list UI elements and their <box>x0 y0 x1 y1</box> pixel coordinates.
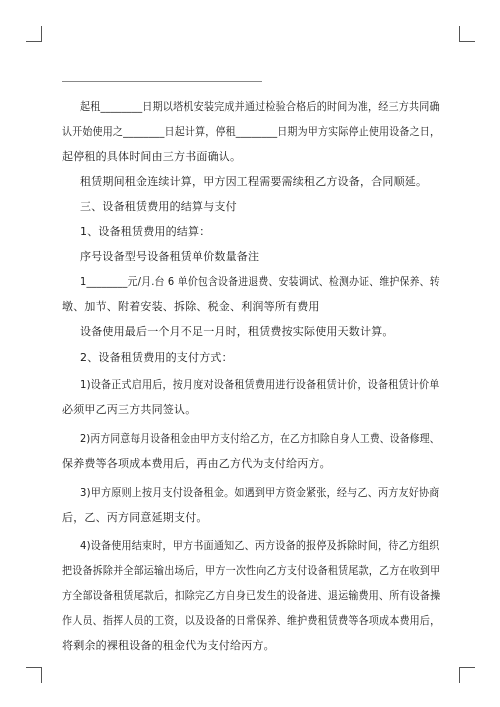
paragraph-rental-start: 起租________日期以塔机安装完成并通过检验合格后的时间为准，经三方共同确 <box>80 100 440 113</box>
paragraph-last-month: 设备使用最后一个月不足一月时，租赁费按实际使用天数计算。 <box>80 325 394 338</box>
table-header-line: 序号设备型号设备租赁单价数量备注 <box>80 250 260 263</box>
subheading-payment: 2、设备租赁费用的支付方式： <box>80 351 233 364</box>
crop-mark-top-right-v <box>459 26 460 42</box>
subheading-settlement: 1、设备租赁费用的结算： <box>80 225 211 238</box>
crop-mark-bottom-left-v <box>41 667 42 683</box>
table-row-1: 1________元/月.台 6 单价包含设备进退费、安装调试、检测办证、维护保养、转 <box>80 275 440 288</box>
payment-item-4-line5: 将剩余的裸租设备的租金代为支付给丙方。 <box>62 639 275 652</box>
payment-item-1-line2: 必须甲乙丙三方共同签认。 <box>62 403 197 416</box>
payment-item-4: 4)设备使用结束时，甲方书面通知乙、丙方设备的报停及拆除时间，待乙方组织 <box>80 539 440 552</box>
section-heading-settlement: 三、设备租赁费用的结算与支付 <box>80 200 237 213</box>
crop-mark-bottom-right-h <box>459 667 475 668</box>
crop-mark-top-right-h <box>459 41 475 42</box>
payment-item-3-line2: 后，乙、丙方同意延期支付。 <box>62 511 208 524</box>
paragraph-rental-start-line3: 起停租的具体时间由三方书面确认。 <box>62 150 242 163</box>
payment-item-4-line3: 方全部设备租赁尾款后，扣除完乙方自身已发生的设备进、退运输费用、所有设备操 <box>62 589 441 602</box>
crop-mark-top-left-v <box>41 26 42 42</box>
crop-mark-bottom-left-h <box>26 667 42 668</box>
crop-mark-top-left-h <box>26 41 42 42</box>
paragraph-rental-start-line2: 认开始使用之________日起计算，停租________日期为甲方实际停止使用设备之日， <box>62 125 441 138</box>
crop-mark-bottom-right-v <box>459 667 460 683</box>
paragraph-continuous-billing: 租赁期间租金连续计算，甲方因工程需要需续租乙方设备，合同顺延。 <box>80 175 428 188</box>
payment-item-2-line2: 保养费等各项成本费用后，再由乙方代为支付给丙方。 <box>62 457 331 470</box>
payment-item-3: 3)甲方原则上按月支付设备租金。如遇到甲方资金紧张，经与乙、丙方友好协商 <box>80 486 440 499</box>
payment-item-4-line4: 作人员、指挥人员的工资，以及设备的日常保养、维护费租赁费等各项成本费用后， <box>62 614 441 627</box>
header-rule <box>62 81 262 82</box>
payment-item-4-line2: 把设备拆除并全部运输出场后，甲方一次性向乙方支付设备租赁尾款，乙方在收到甲 <box>62 564 441 577</box>
payment-item-1: 1)设备正式启用后，按月度对设备租赁费用进行设备租赁计价，设备租赁计价单 <box>80 378 440 391</box>
payment-item-2: 2)丙方同意每月设备租金由甲方支付给乙方，在乙方扣除自身人工费、设备修理、 <box>80 432 440 445</box>
table-row-1-line2: 墩、加节、附着安装、拆除、税金、利润等所有费用 <box>62 300 320 313</box>
